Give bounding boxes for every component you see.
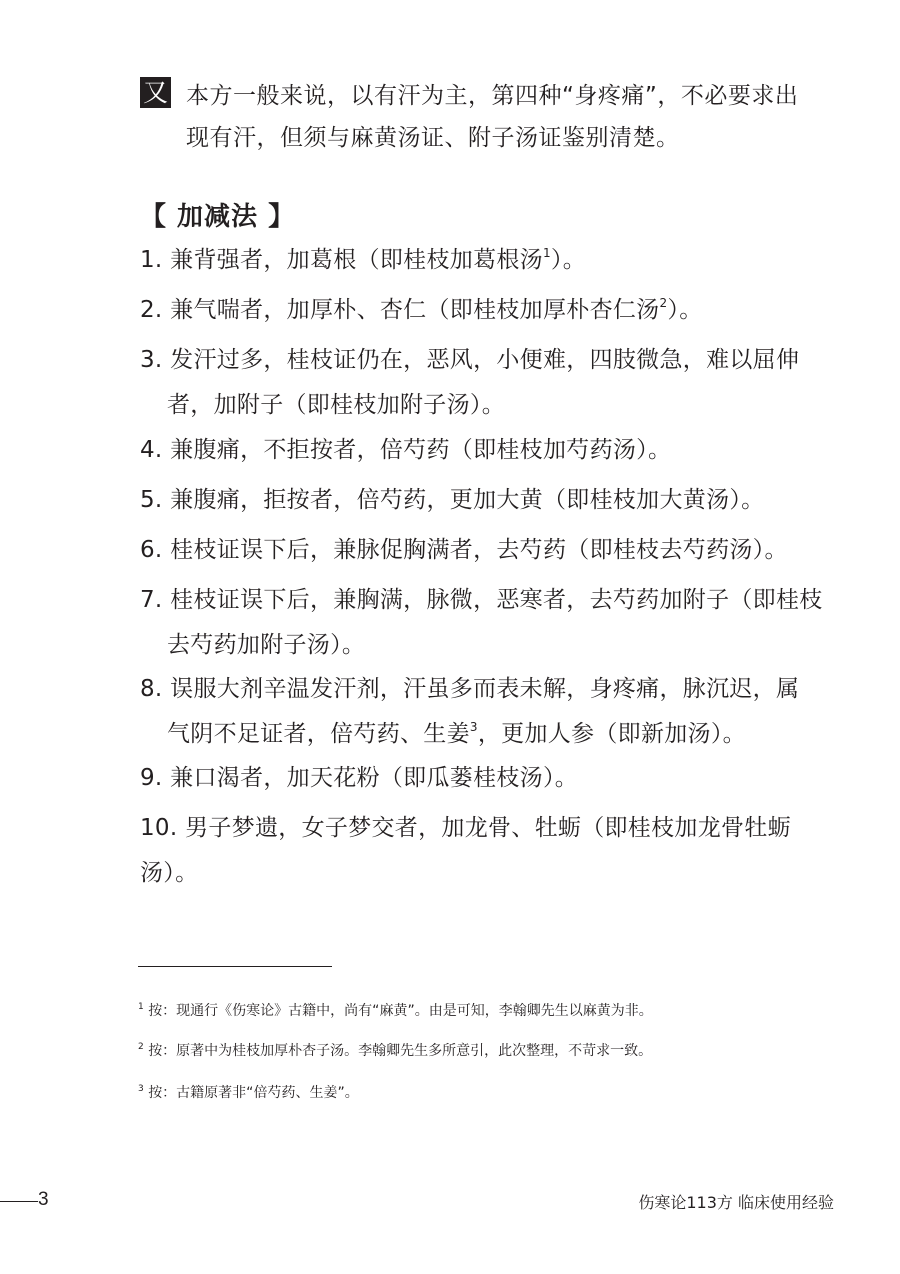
list-item: 3. 发汗过多，桂枝证仍在，恶风，小便难，四肢微急，难以屈伸 者，加附子（即桂枝加附子汤）。 <box>140 347 800 418</box>
list-item: 1. 兼背强者，加葛根（即桂枝加葛根汤$^1$）。 <box>140 246 587 273</box>
footnote-ref: 1 <box>542 246 551 260</box>
footer-rule <box>0 1201 38 1202</box>
section-title: 【 加减法 】 <box>140 202 296 232</box>
note-line-2: 现有汗，但须与麻黄汤证、附子汤证鉴别清楚。 <box>186 125 680 151</box>
list-item: 7. 桂枝证误下后，兼胸满，脉微，恶寒者，去芍药加附子（即桂枝 去芍药加附子汤）。 <box>140 587 823 658</box>
page-number: 3 <box>38 1189 49 1210</box>
list-item: 10. 男子梦遗，女子梦交者，加龙骨、牡蛎（即桂枝加龙骨牡蛎汤）。 <box>140 815 791 886</box>
footnote: $^1$ 按：现通行《伤寒论》古籍中，尚有“麻黄”。由是可知，李翰卿先生以麻黄为非。 <box>138 1002 653 1019</box>
note-mark: 又 <box>140 77 171 108</box>
list-item: 9. 兼口渴者，加天花粉（即瓜蒌桂枝汤）。 <box>140 765 579 791</box>
list-item: 6. 桂枝证误下后，兼脉促胸满者，去芍药（即桂枝去芍药汤）。 <box>140 537 788 563</box>
note-text <box>186 75 836 159</box>
footnote: $^2$ 按：原著中为桂枝加厚朴杏子汤。李翰卿先生多所意引，此次整理，不苛求一致。 <box>138 1042 653 1059</box>
footnote-divider <box>138 966 332 967</box>
list-item: 5. 兼腹痛，拒按者，倍芍药，更加大黄（即桂枝加大黄汤）。 <box>140 487 765 513</box>
list-item: 4. 兼腹痛，不拒按者，倍芍药（即桂枝加芍药汤）。 <box>140 437 672 463</box>
list-item: 2. 兼气喘者，加厚朴、杏仁（即桂枝加厚朴杏仁汤$^2$）。 <box>140 296 703 323</box>
footnote-ref: 2 <box>659 296 668 310</box>
running-title: 伤寒论113方 临床使用经验 <box>638 1193 834 1212</box>
footnote: $^3$ 按：古籍原著非“倍芍药、生姜”。 <box>138 1084 359 1101</box>
footnote-ref: 3 <box>469 720 478 734</box>
note-line-1: 本方一般来说，以有汗为主，第四种“身疼痛”，不必要求出 <box>186 83 799 109</box>
list-item: 8. 误服大剂辛温发汗剂，汗虽多而表未解，身疼痛，脉沉迟，属 气阴不足证者，倍芍药、生姜$^3$，更加人参（即新加汤）。 <box>140 676 800 747</box>
